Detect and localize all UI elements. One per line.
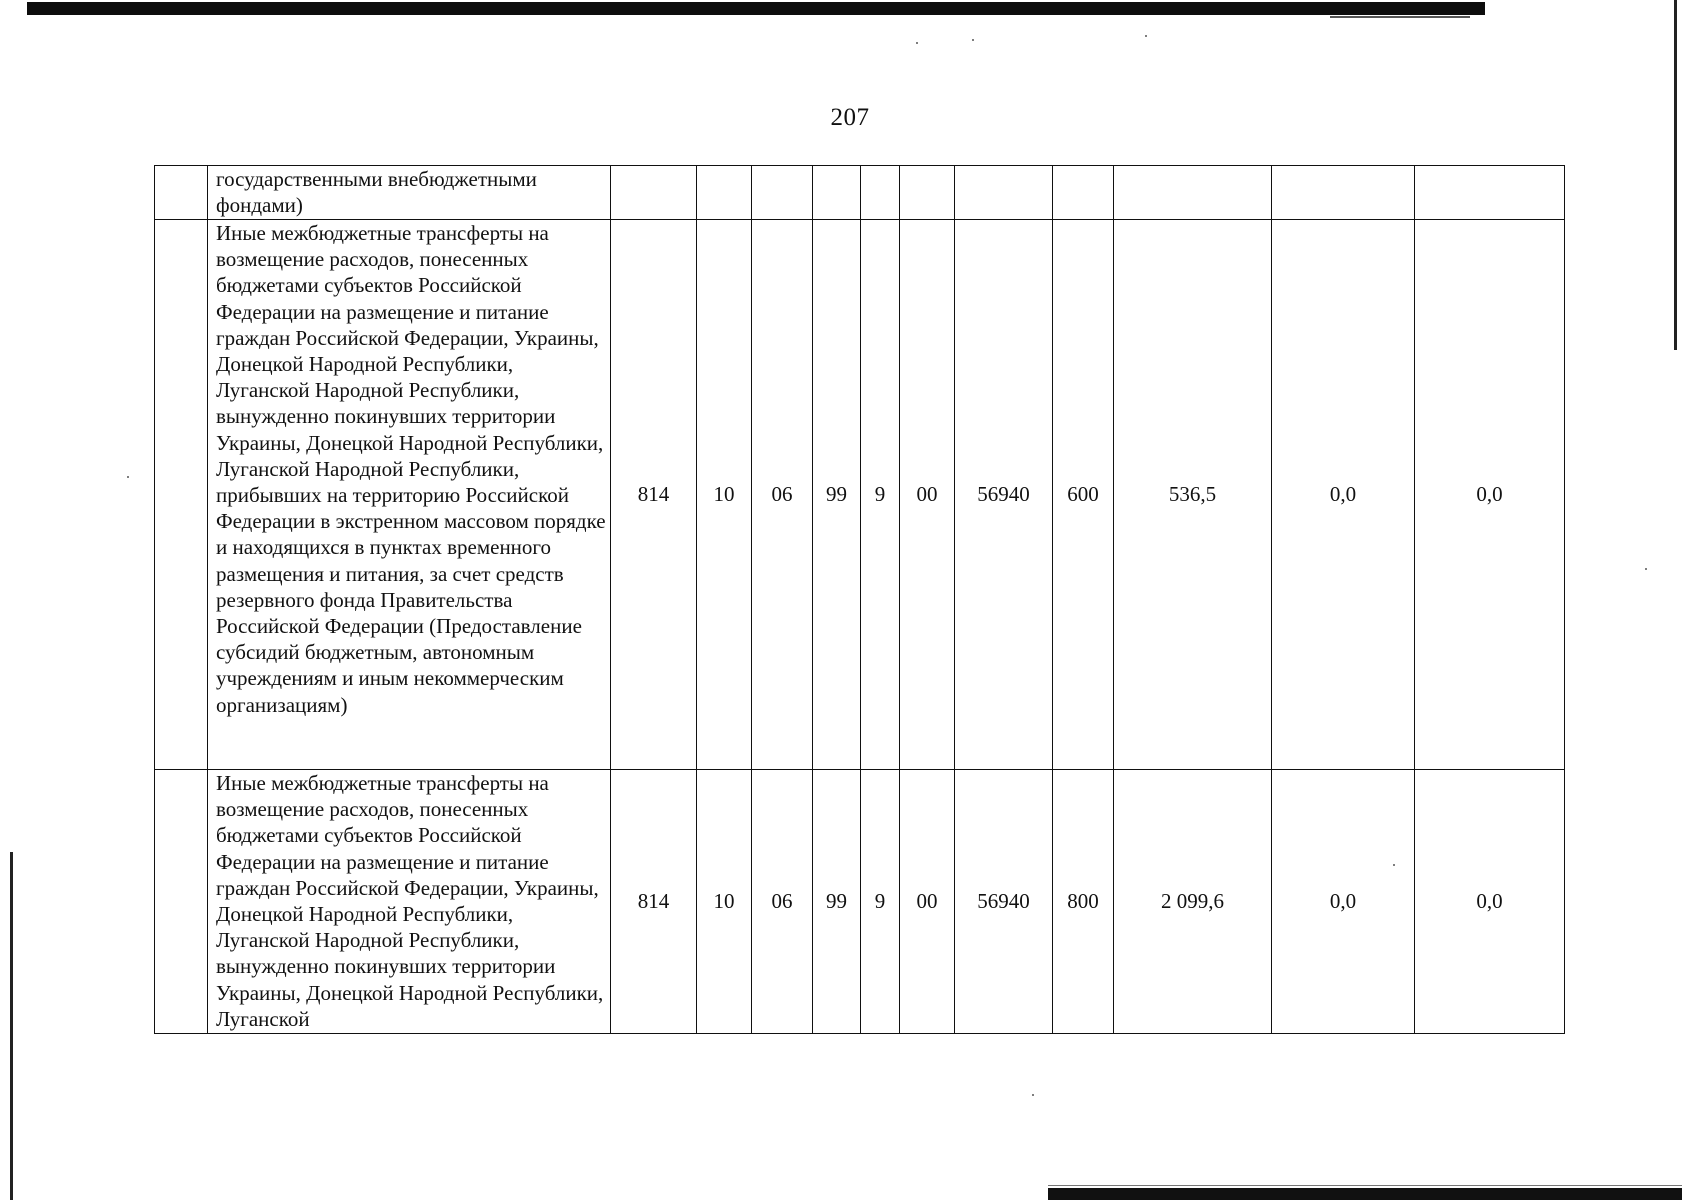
subprogram-code-cell: 9	[861, 220, 900, 770]
scan-bottom-border-thin	[1048, 1185, 1682, 1186]
scan-left-edge	[10, 852, 13, 1200]
sum-3-cell: 0,0	[1415, 220, 1565, 770]
row-name-cell: государственными внебюджетными фондами)	[208, 166, 611, 220]
subsection-code-cell: 06	[752, 770, 813, 1034]
row-name-cell: Иные межбюджетные трансферты на возмещение расходов, понесенных бюджетами субъектов Российской Федерации на размещение и питание граждан Российской Федерации, Украины, Донецкой Народной Республики, Луганской Народной Республики, вынужденно покинувших территории Украины, Донецкой Народной Республики, Луганской	[208, 770, 611, 1034]
direction-code-cell: 56940	[955, 220, 1053, 770]
row-number-cell	[155, 166, 208, 220]
section-code-cell	[697, 166, 752, 220]
direction-code-cell: 56940	[955, 770, 1053, 1034]
expense-type-cell	[1053, 166, 1114, 220]
sum-1-cell	[1114, 166, 1272, 220]
budget-table	[154, 165, 1565, 1034]
table-row	[155, 166, 1565, 220]
row-number-cell	[155, 770, 208, 1034]
subsection-code-cell: 06	[752, 220, 813, 770]
scan-speck	[127, 476, 129, 478]
sum-2-cell	[1272, 166, 1415, 220]
sum-2-cell: 0,0	[1272, 770, 1415, 1034]
ministry-code-cell: 814	[611, 220, 697, 770]
section-code-cell: 10	[697, 770, 752, 1034]
expense-type-cell: 800	[1053, 770, 1114, 1034]
scan-speck	[1032, 1094, 1034, 1096]
section-code-cell: 10	[697, 220, 752, 770]
table-row	[155, 770, 1565, 1034]
subsection-code-cell	[752, 166, 813, 220]
scan-top-border	[27, 2, 1485, 15]
main-event-code-cell: 00	[900, 770, 955, 1034]
scan-top-border-thin	[1330, 16, 1470, 18]
scan-speck	[1145, 35, 1147, 37]
page-number: 207	[830, 104, 870, 131]
program-code-cell	[813, 166, 861, 220]
ministry-code-cell	[611, 166, 697, 220]
direction-code-cell	[955, 166, 1053, 220]
scan-speck	[916, 42, 918, 44]
scan-speck	[972, 39, 974, 41]
sum-2-cell: 0,0	[1272, 220, 1415, 770]
scan-speck	[1645, 568, 1647, 570]
program-code-cell: 99	[813, 770, 861, 1034]
scan-bottom-border	[1048, 1188, 1682, 1200]
ministry-code-cell: 814	[611, 770, 697, 1034]
sum-1-cell: 2 099,6	[1114, 770, 1272, 1034]
row-number-cell	[155, 220, 208, 770]
sum-1-cell: 536,5	[1114, 220, 1272, 770]
subprogram-code-cell: 9	[861, 770, 900, 1034]
sum-3-cell	[1415, 166, 1565, 220]
main-event-code-cell: 00	[900, 220, 955, 770]
expense-type-cell: 600	[1053, 220, 1114, 770]
scan-right-edge	[1674, 0, 1677, 350]
program-code-cell: 99	[813, 220, 861, 770]
subprogram-code-cell	[861, 166, 900, 220]
sum-3-cell: 0,0	[1415, 770, 1565, 1034]
table-row	[155, 220, 1565, 770]
main-event-code-cell	[900, 166, 955, 220]
row-name-cell: Иные межбюджетные трансферты на возмещение расходов, понесенных бюджетами субъектов Российской Федерации на размещение и питание граждан Российской Федерации, Украины, Донецкой Народной Республики, Луганской Народной Республики, вынужденно покинувших территории Украины, Донецкой Народной Республики, Луганской Народной Республики, прибывших на территорию Российской Федерации в экстренном массовом порядке и находящихся в пунктах временного размещения и питания, за счет средств резервного фонда Правительства Российской Федерации (Предоставление субсидий бюджетным, автономным учреждениям и иным некоммерческим организациям)	[208, 220, 611, 770]
